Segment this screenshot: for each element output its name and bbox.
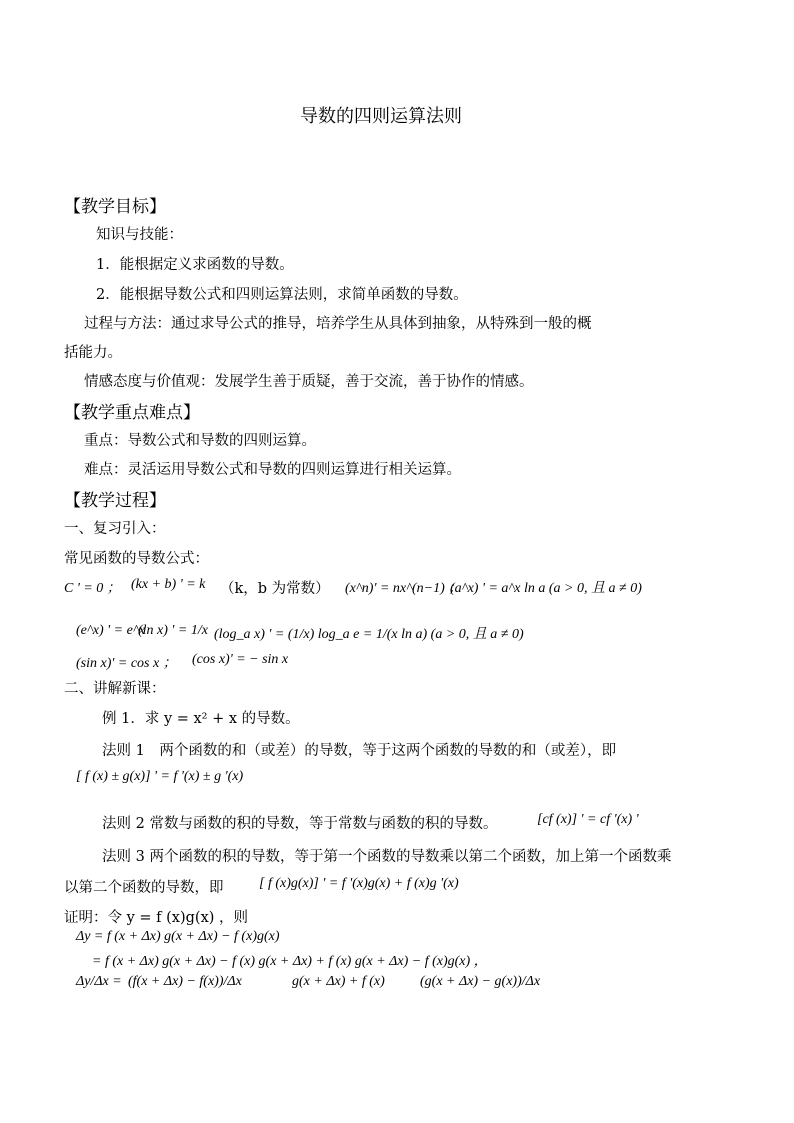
proof-intro: 证明：令 y = f (x)g(x) ，则 xyxy=(64,910,249,926)
proof-line-1: Δy = f (x + Δx) g(x + Δx) − f (x)g(x) xyxy=(76,929,280,944)
example-1: 例 1．求 y = x² + x 的导数。 xyxy=(102,711,300,727)
new-lesson-heading: 二、讲解新课： xyxy=(64,681,166,697)
formula-sin: (sin x)' = cos x ； xyxy=(76,656,177,671)
section-heading-goals: 【教学目标】 xyxy=(64,197,166,217)
formula-power: (x^n)' = nx^(n−1) ； xyxy=(345,581,463,596)
goal-item-2: 2．能根据导数公式和四则运算法则，求简单函数的导数。 xyxy=(96,287,468,303)
formula-constant: C ' = 0 ； xyxy=(64,581,121,596)
goal-item-1: 1．能根据定义求函数的导数。 xyxy=(96,257,294,273)
page-title: 导数的四则运算法则 xyxy=(300,106,462,127)
formula-cos: (cos x)' = − sin x xyxy=(192,652,289,667)
attitude-values: 情感态度与价值观：发展学生善于质疑，善于交流，善于协作的情感。 xyxy=(84,374,534,390)
focus-text: 重点：导数公式和导数的四则运算。 xyxy=(84,433,316,449)
proof-line-3-frac1: (f(x + Δx) − f(x))/Δx xyxy=(128,974,242,989)
formula-ln: (ln x) ' = 1/x xyxy=(138,623,208,638)
formulas-label: 常见函数的导数公式： xyxy=(64,551,209,567)
rule1-text: 法则 1 两个函数的和（或差）的导数，等于这两个函数的导数的和（或差），即 xyxy=(102,743,617,759)
formula-exp-e: (e^x) ' = e^x xyxy=(76,623,145,638)
proof-line-3-left: Δy/Δx = xyxy=(76,974,122,989)
rule2-formula: [cf (x)] ' = cf '(x) ' xyxy=(537,812,639,827)
proof-line-3-frac2: (g(x + Δx) − g(x))/Δx xyxy=(420,974,541,989)
proof-line-3-mid: g(x + Δx) + f (x) xyxy=(292,974,385,989)
difficulty-text: 难点：灵活运用导数公式和导数的四则运算进行相关运算。 xyxy=(84,462,461,478)
formula-log: (log_a x) ' = (1/x) log_a e = 1/(x ln a) (a > 0, 且 a ≠ 0) xyxy=(214,627,524,642)
proof-line-2: = f (x + Δx) g(x + Δx) − f (x) g(x + Δx) + f (x) g(x + Δx) − f (x)g(x) ， xyxy=(92,954,488,969)
section-heading-key-points: 【教学重点难点】 xyxy=(64,403,200,423)
formula-linear-note: （k，b 为常数） xyxy=(220,581,330,597)
rule3-formula: [ f (x)g(x)] ' = f '(x)g(x) + f (x)g '(x) xyxy=(259,876,459,891)
rule2-text: 法则 2 常数与函数的积的导数，等于常数与函数的积的导数。 xyxy=(102,816,498,832)
knowledge-label: 知识与技能： xyxy=(96,227,183,243)
review-heading: 一、复习引入： xyxy=(64,521,166,537)
process-method-line1: 过程与方法：通过求导公式的推导，培养学生从具体到抽象，从特殊到一般的概 xyxy=(84,316,592,332)
section-heading-process: 【教学过程】 xyxy=(64,491,166,511)
formula-exp-a: (a^x) ' = a^x ln a (a > 0, 且 a ≠ 0) xyxy=(450,581,642,596)
rule3-line1: 法则 3 两个函数的积的导数，等于第一个函数的导数乘以第二个函数，加上第一个函数乘 xyxy=(102,849,672,865)
rule3-line2: 以第二个函数的导数，即 xyxy=(64,880,224,896)
formula-linear: (kx + b) ' = k xyxy=(131,577,206,592)
rule1-formula: [ f (x) ± g(x)] ' = f '(x) ± g '(x) xyxy=(76,769,244,784)
process-method-line2: 括能力。 xyxy=(64,345,122,361)
